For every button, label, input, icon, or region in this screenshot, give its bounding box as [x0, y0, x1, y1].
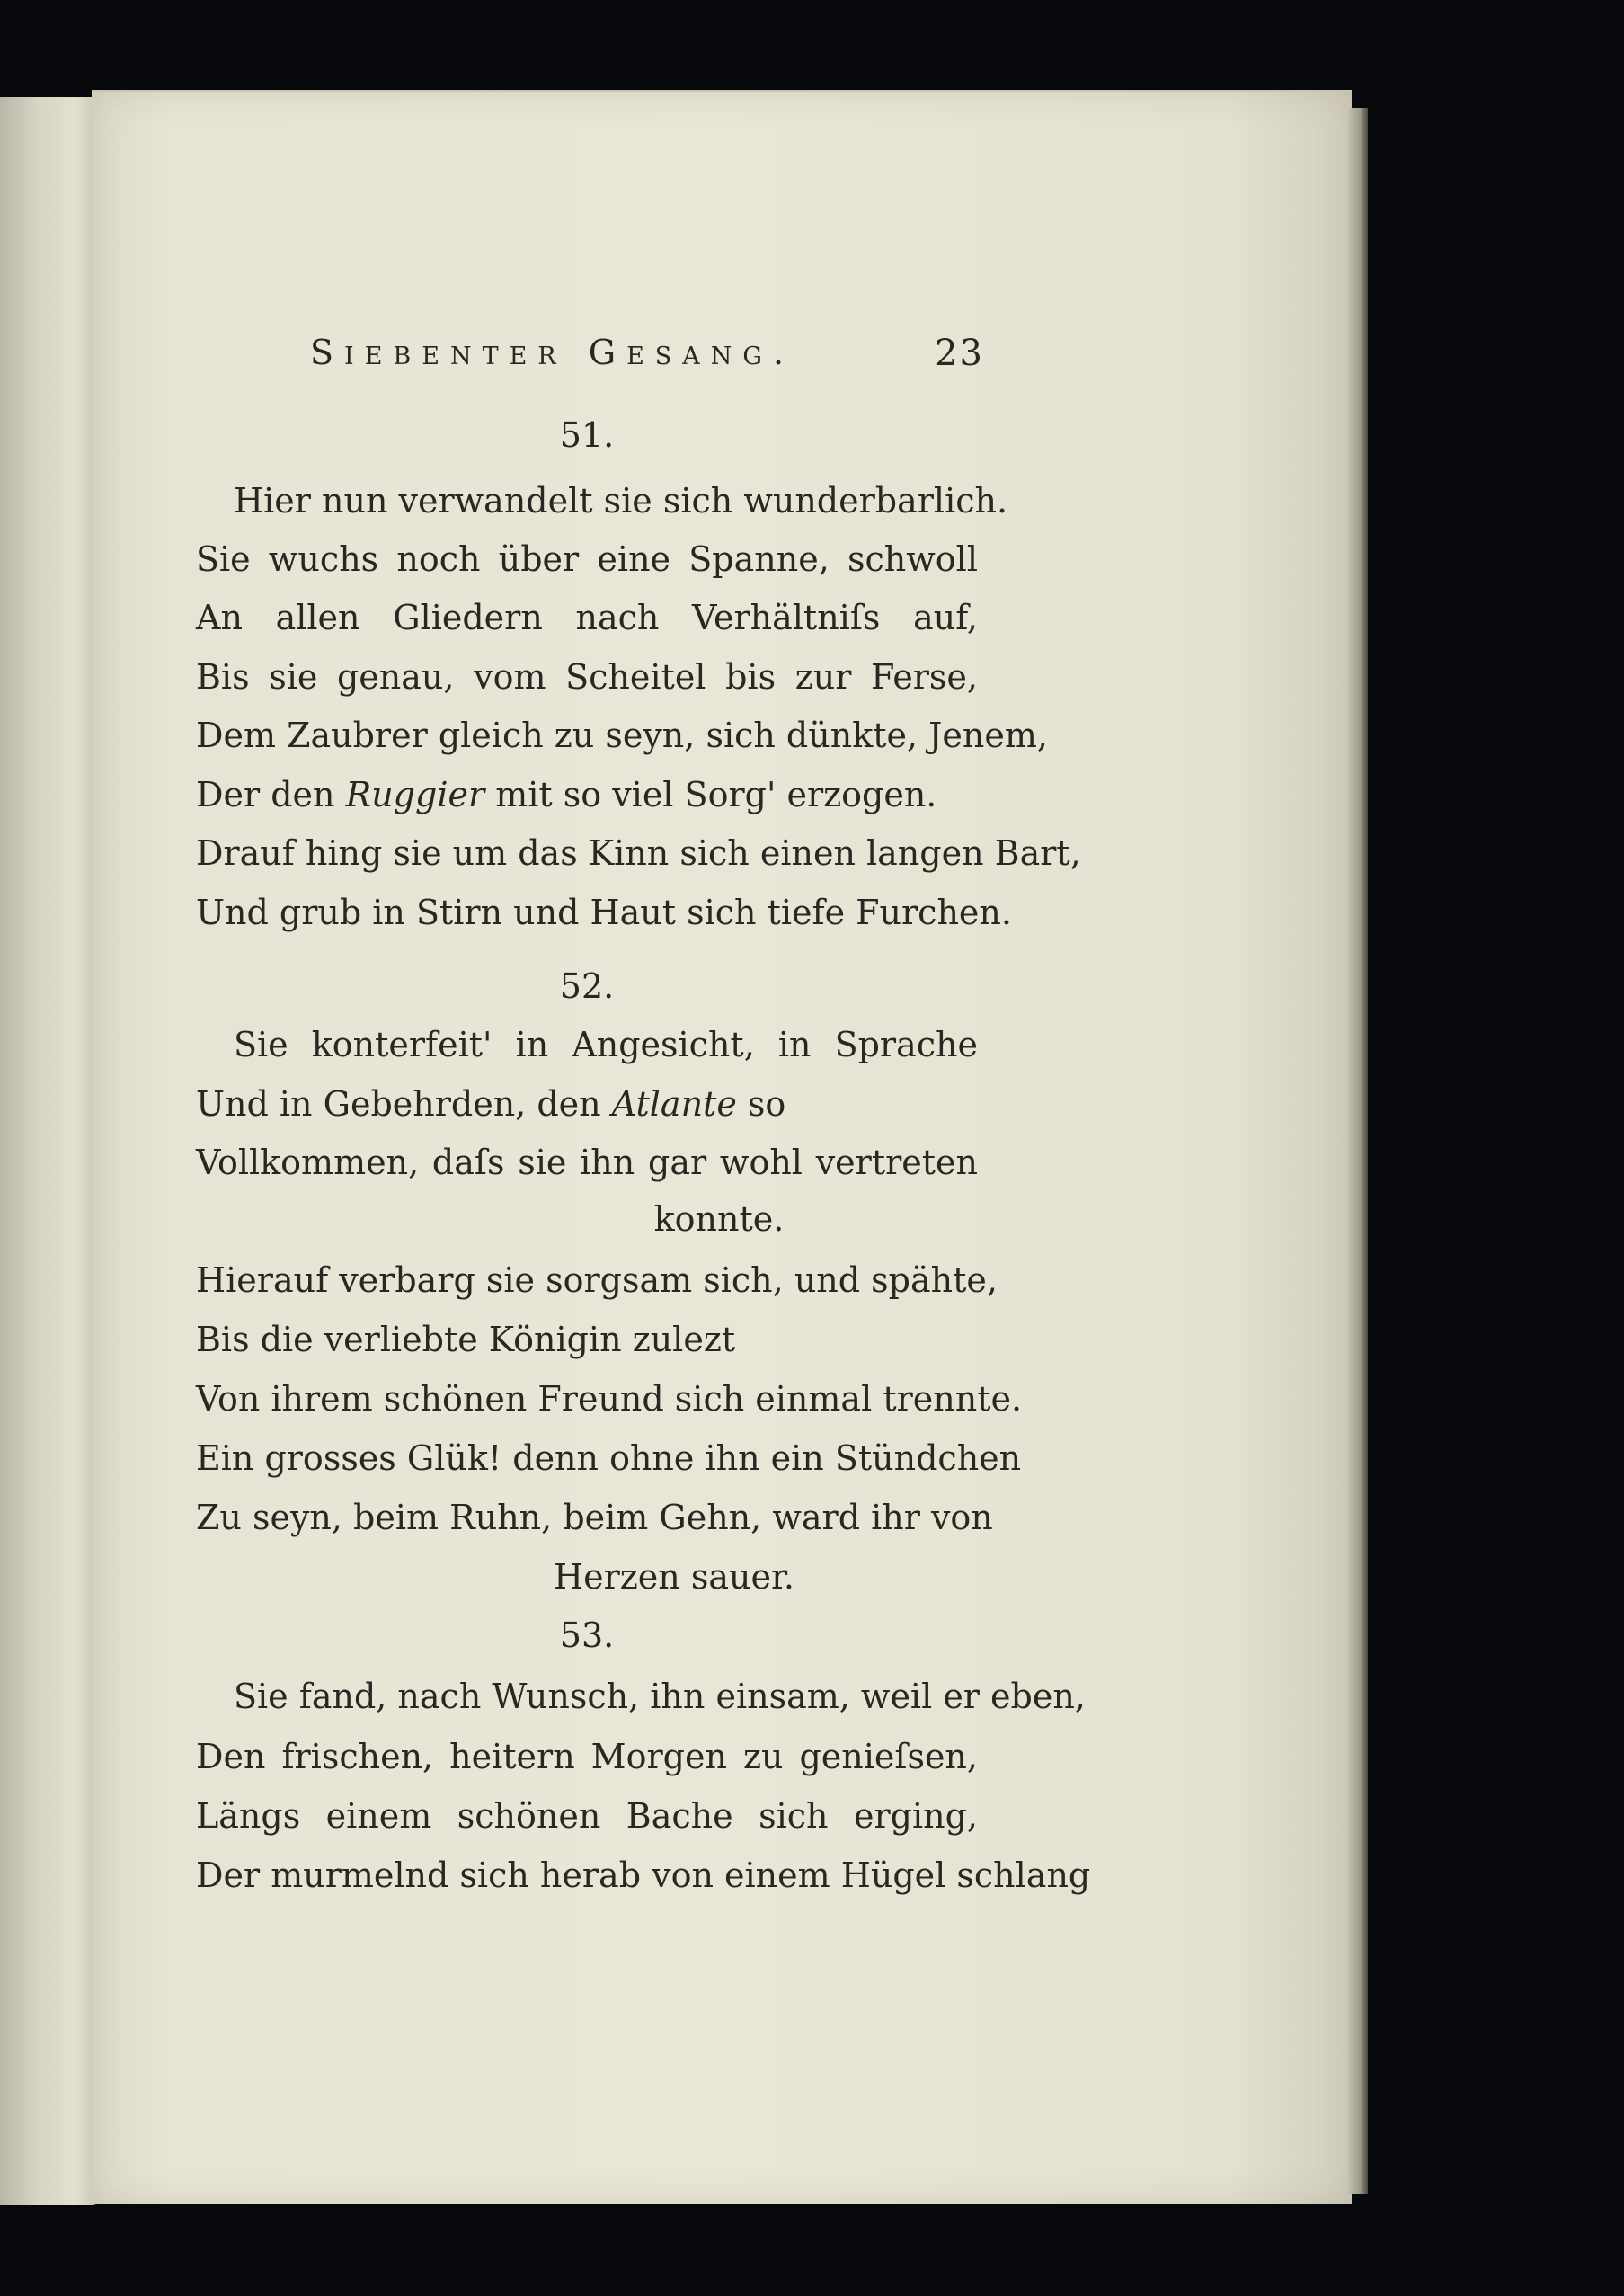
verse-line: Hier nun verwandelt sie sich wunderbarlich.	[234, 481, 1008, 521]
verse-line: Von ihrem schönen Freund sich einmal trennte.	[196, 1379, 1023, 1419]
verse-line: Der murmelnd sich herab von einem Hügel schlang	[196, 1855, 1091, 1895]
chapter-title: Siebenter Gesang.	[310, 333, 795, 372]
verse-line: Drauf hing sie um das Kinn sich einen langen Bart,	[196, 833, 1081, 873]
verse-line: Bis sie genau, vom Scheitel bis zur Ferse,	[196, 657, 978, 697]
verse-line: Und grub in Stirn und Haut sich tiefe Furchen.	[196, 893, 1012, 932]
verse-line-continuation: konnte.	[653, 1199, 785, 1239]
verse-text: Und in Gebehrden, den	[196, 1084, 612, 1124]
verse-line: Hierauf verbarg sie sorgsam sich, und spähte,	[196, 1260, 998, 1300]
verse-line: Vollkommen, daſs sie ihn gar wohl vertreten	[196, 1143, 978, 1182]
verse-line	[196, 1084, 978, 1124]
verse-line: Den frischen, heitern Morgen zu genieſsen,	[196, 1737, 978, 1776]
stanza-number: 53.	[559, 1615, 615, 1655]
verse-line: Sie konterfeit' in Angesicht, in Sprache	[234, 1025, 978, 1064]
verse-line: Dem Zaubrer gleich zu seyn, sich dünkte, Jenem,	[196, 716, 1048, 755]
verse-line: Ein grosses Glük! denn ohne ihn ein Stündchen	[196, 1438, 1022, 1478]
verse-line: Längs einem schönen Bache sich erging,	[196, 1796, 978, 1836]
verse-line	[196, 775, 978, 814]
verse-line: Bis die verliebte Königin zulezt	[196, 1320, 736, 1359]
verse-line: An allen Gliedern nach Verhältniſs auf,	[196, 598, 978, 637]
left-page-edge	[0, 97, 95, 2205]
verse-line: Sie fand, nach Wunsch, ihn einsam, weil er eben,	[234, 1677, 1086, 1716]
verse-text: so	[736, 1084, 786, 1124]
character-name: Atlante	[611, 1084, 737, 1124]
character-name: Ruggier	[345, 775, 485, 814]
verse-line-continuation: Herzen sauer.	[553, 1557, 795, 1597]
running-head	[310, 333, 984, 372]
verse-line: Zu seyn, beim Ruhn, beim Gehn, ward ihr von	[196, 1498, 993, 1537]
stanza-number: 52.	[559, 966, 615, 1006]
stanza-number: 51.	[559, 415, 615, 455]
verse-text: Der den	[196, 775, 346, 814]
page-number: 23	[935, 333, 984, 374]
verse-text: mit so viel Sorg' erzogen.	[484, 775, 937, 814]
verse-line: Sie wuchs noch über eine Spanne, schwoll	[196, 539, 978, 579]
page-fore-edge	[1348, 108, 1368, 2194]
